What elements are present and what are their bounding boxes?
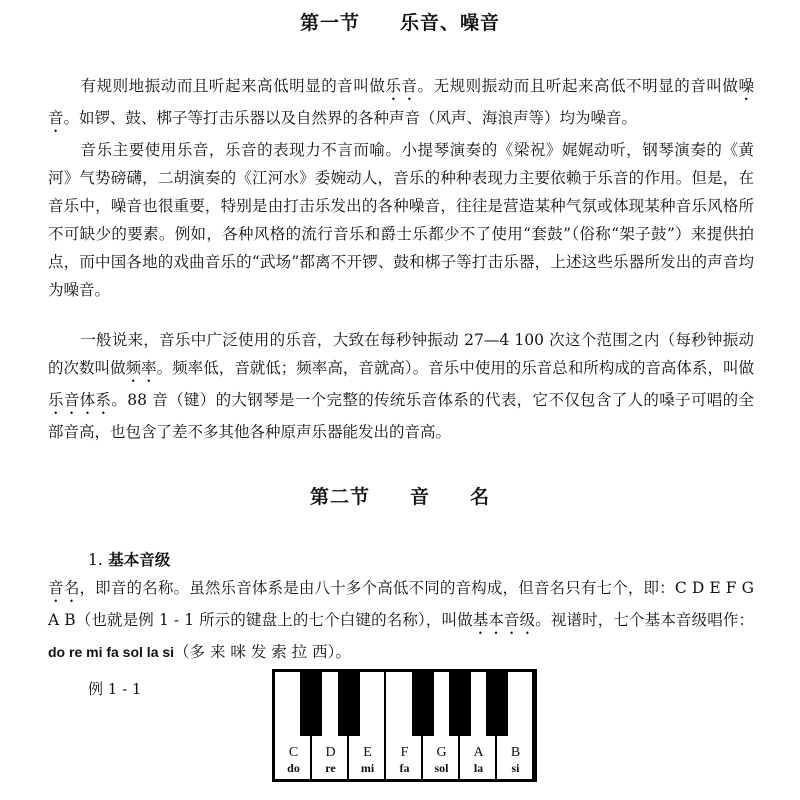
paragraph-expressiveness (48, 136, 754, 304)
black-key-a-sharp (486, 672, 508, 736)
key-label-d: D re (325, 745, 336, 775)
black-key-d-sharp (338, 672, 360, 736)
term-pitch-name: 音名 (48, 579, 80, 597)
paragraph-musical-tone-noise (48, 72, 754, 136)
section1-number: 第一节 (299, 12, 360, 34)
term-basic-degrees: 基本音级 (472, 611, 536, 629)
p3-text-3: 。88 音（键）的大钢琴是一个完整的传统乐音体系的代表，它不仅包含了人的嗓子可唱的全部音高，也包含了差不多其他各种原声乐器能发出的音高。 (48, 391, 754, 441)
key-label-e: E mi (360, 745, 375, 775)
black-key-f-sharp (412, 672, 434, 736)
key-label-a: A la (473, 745, 484, 775)
p3-text-2: 。频率低，音就低；频率高，音就高）。音乐中使用的乐音总和所构成的音高体系，叫做 (156, 359, 754, 377)
section2-title-1: 音 (409, 486, 430, 508)
p1-text-2: 。无规则振动而且听起来高低不明显的音叫做 (417, 77, 739, 95)
paragraph-frequency (48, 326, 754, 446)
key-label-b: B si (510, 745, 521, 775)
section1-title: 乐音、噪音 (400, 12, 501, 34)
term-tone-system: 乐音体系 (48, 391, 112, 409)
example-label: 例 1 - 1 (88, 680, 142, 698)
p1-text-1: 有规则地振动而且听起来高低明显的音叫做 (80, 77, 386, 95)
term-frequency: 频率 (125, 359, 157, 377)
key-label-c: C do (287, 745, 300, 775)
p1-text-3: 。如锣、鼓、梆子等打击乐器以及自然界的各种声音（风声、海浪声等）均为噪音。 (63, 109, 638, 127)
section2-title-2: 名 (470, 486, 491, 508)
key-label-g: G sol (434, 745, 449, 775)
black-key-c-sharp (300, 672, 322, 736)
p2-text: 音乐主要使用乐音，乐音的表现力不言而喻。小提琴演奏的《梁祝》娓娓动听，钢琴演奏的《黄河》气势磅礴，二胡演奏的《江河水》委婉动人，音乐的种种表现力主要依赖于乐音的作用。但是，在音乐中，噪音也很重要，特别是由打击乐发出的各种噪音，往往是营造某种气氛或体现某种音乐风格所不可缺少的要素。例如，各种风格的流行音乐和爵士乐都少不了使用“套鼓”（俗称“架子鼓”）来提供拍点，而中国各地的戏曲音乐的“武场”都离不开锣、鼓和梆子等打击乐器，上述这些乐器所发出的声音均为噪音。 (48, 141, 754, 299)
p4-text-3: （多 来 咪 发 索 拉 西）。 (174, 643, 351, 661)
key-label-f: F fa (399, 745, 410, 775)
subsection-title: 基本音级 (108, 551, 171, 569)
p4-text-1: ，即音的名称。虽然乐音体系是由八十多个高低不同的音构成，但音名只有七个，即：C D E F G A B（也就是例 1 - 1 所示的键盘上的七个白键的名称），叫做 (48, 579, 754, 629)
p3-text-1: 一般说来，音乐中广泛使用的乐音，大致在每秒钟振动 27—4 100 次这个范围之内（每秒钟振动的次数叫做 (48, 331, 754, 377)
paragraph-pitch-names (48, 574, 754, 666)
section2-heading (0, 482, 800, 509)
term-noise: 噪音 (48, 77, 754, 127)
term-musical-tone: 乐音 (385, 77, 418, 95)
section2-number: 第二节 (309, 486, 370, 508)
p4-text-2: 。视谱时，七个基本音级唱作： (535, 611, 754, 629)
subsection-heading (88, 548, 170, 570)
solfege-syllables: do re mi fa sol la si (48, 644, 175, 660)
black-key-g-sharp (449, 672, 471, 736)
piano-keyboard (272, 669, 537, 782)
section1-heading (0, 8, 800, 35)
subsection-number: 1. (88, 551, 103, 569)
